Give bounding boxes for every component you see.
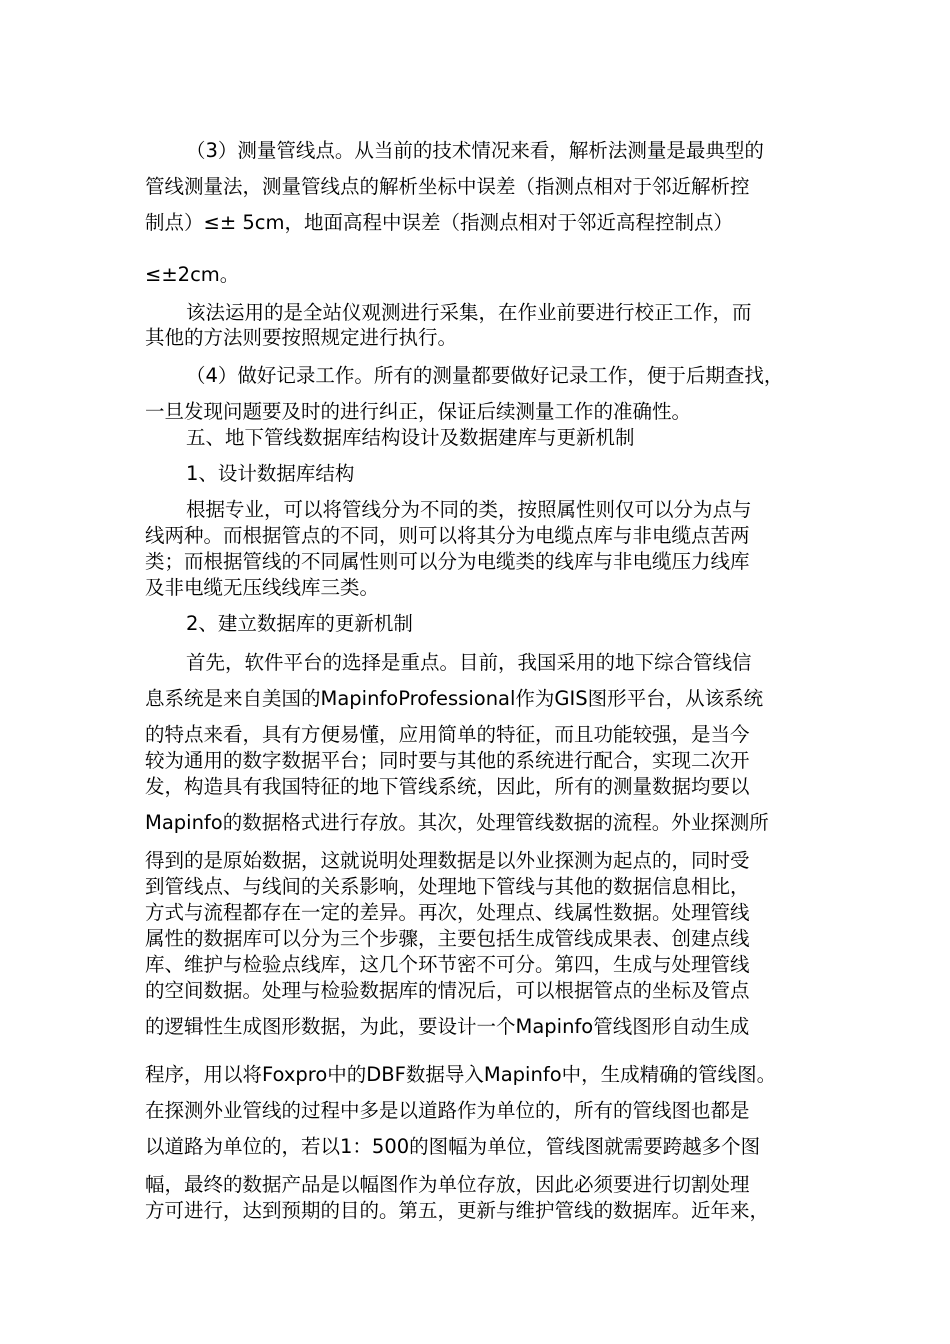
subsection-heading: 2、建立数据库的更新机制 bbox=[186, 612, 413, 635]
section-heading: 五、地下管线数据库结构设计及数据建库与更新机制 bbox=[186, 426, 635, 449]
paragraph-line: 首先，软件平台的选择是重点。目前，我国采用的地下综合管线信 bbox=[186, 651, 752, 674]
paragraph-line: 的逻辑性生成图形数据，为此，要设计一个Mapinfo管线图形自动生成 bbox=[145, 1015, 750, 1038]
paragraph-line: Mapinfo的数据格式进行存放。其次，处理管线数据的流程。外业探测所 bbox=[145, 811, 769, 834]
paragraph-line: 库、维护与检验点线库，这几个环节密不可分。第四，生成与处理管线 bbox=[145, 953, 750, 976]
paragraph-line: （3）测量管线点。从当前的技术情况来看，解析法测量是最典型的 bbox=[186, 139, 764, 162]
paragraph-line: 息系统是来自美国的MapinfoProfessional作为GIS图形平台，从该系统 bbox=[145, 687, 764, 710]
paragraph-line: 以道路为单位的，若以1：500的图幅为单位，管线图就需要跨越多个图 bbox=[145, 1135, 761, 1158]
paragraph-line: 及非电缆无压线线库三类。 bbox=[145, 576, 380, 599]
paragraph-line: 方可进行，达到预期的目的。第五，更新与维护管线的数据库。近年来， bbox=[145, 1199, 770, 1222]
paragraph-line: ≤±2cm。 bbox=[145, 263, 240, 286]
paragraph-line: 得到的是原始数据，这就说明处理数据是以外业探测为起点的，同时受 bbox=[145, 849, 750, 872]
paragraph-line: 制点）≤± 5cm，地面高程中误差（指测点相对于邻近高程控制点） bbox=[145, 211, 733, 234]
paragraph-line: 其他的方法则要按照规定进行执行。 bbox=[145, 326, 458, 349]
paragraph-line: 根据专业，可以将管线分为不同的类，按照属性则仅可以分为点与 bbox=[186, 498, 752, 521]
paragraph-line: 在探测外业管线的过程中多是以道路作为单位的，所有的管线图也都是 bbox=[145, 1099, 750, 1122]
paragraph-line: 发，构造具有我国特征的地下管线系统，因此，所有的测量数据均要以 bbox=[145, 775, 750, 798]
paragraph-line: 管线测量法，测量管线点的解析坐标中误差（指测点相对于邻近解析控 bbox=[145, 175, 750, 198]
paragraph-line: 的特点来看，具有方便易懂，应用简单的特征，而且功能较强，是当今 bbox=[145, 723, 750, 746]
paragraph-line: 较为通用的数字数据平台；同时要与其他的系统进行配合，实现二次开 bbox=[145, 749, 750, 772]
paragraph-line: 该法运用的是全站仪观测进行采集，在作业前要进行校正工作，而 bbox=[186, 301, 752, 324]
paragraph-line: 程序，用以将Foxpro中的DBF数据导入Mapinfo中，生成精确的管线图。 bbox=[145, 1063, 777, 1086]
paragraph-line: （4）做好记录工作。所有的测量都要做好记录工作，便于后期查找， bbox=[186, 364, 784, 387]
paragraph-line: 到管线点、与线间的关系影响，处理地下管线与其他的数据信息相比， bbox=[145, 875, 750, 898]
paragraph-line: 的空间数据。处理与检验数据库的情况后，可以根据管点的坐标及管点 bbox=[145, 979, 750, 1002]
paragraph-line: 幅，最终的数据产品是以幅图作为单位存放，因此必须要进行切割处理 bbox=[145, 1173, 750, 1196]
paragraph-line: 类；而根据管线的不同属性则可以分为电缆类的线库与非电缆压力线库 bbox=[145, 550, 750, 573]
subsection-heading: 1、设计数据库结构 bbox=[186, 462, 355, 485]
paragraph-line: 线两种。而根据管点的不同，则可以将其分为电缆点库与非电缆点苦两 bbox=[145, 524, 750, 547]
paragraph-line: 属性的数据库可以分为三个步骤，主要包括生成管线成果表、创建点线 bbox=[145, 927, 750, 950]
paragraph-line: 方式与流程都存在一定的差异。再次，处理点、线属性数据。处理管线 bbox=[145, 901, 750, 924]
paragraph-line: 一旦发现问题要及时的进行纠正，保证后续测量工作的准确性。 bbox=[145, 400, 692, 423]
